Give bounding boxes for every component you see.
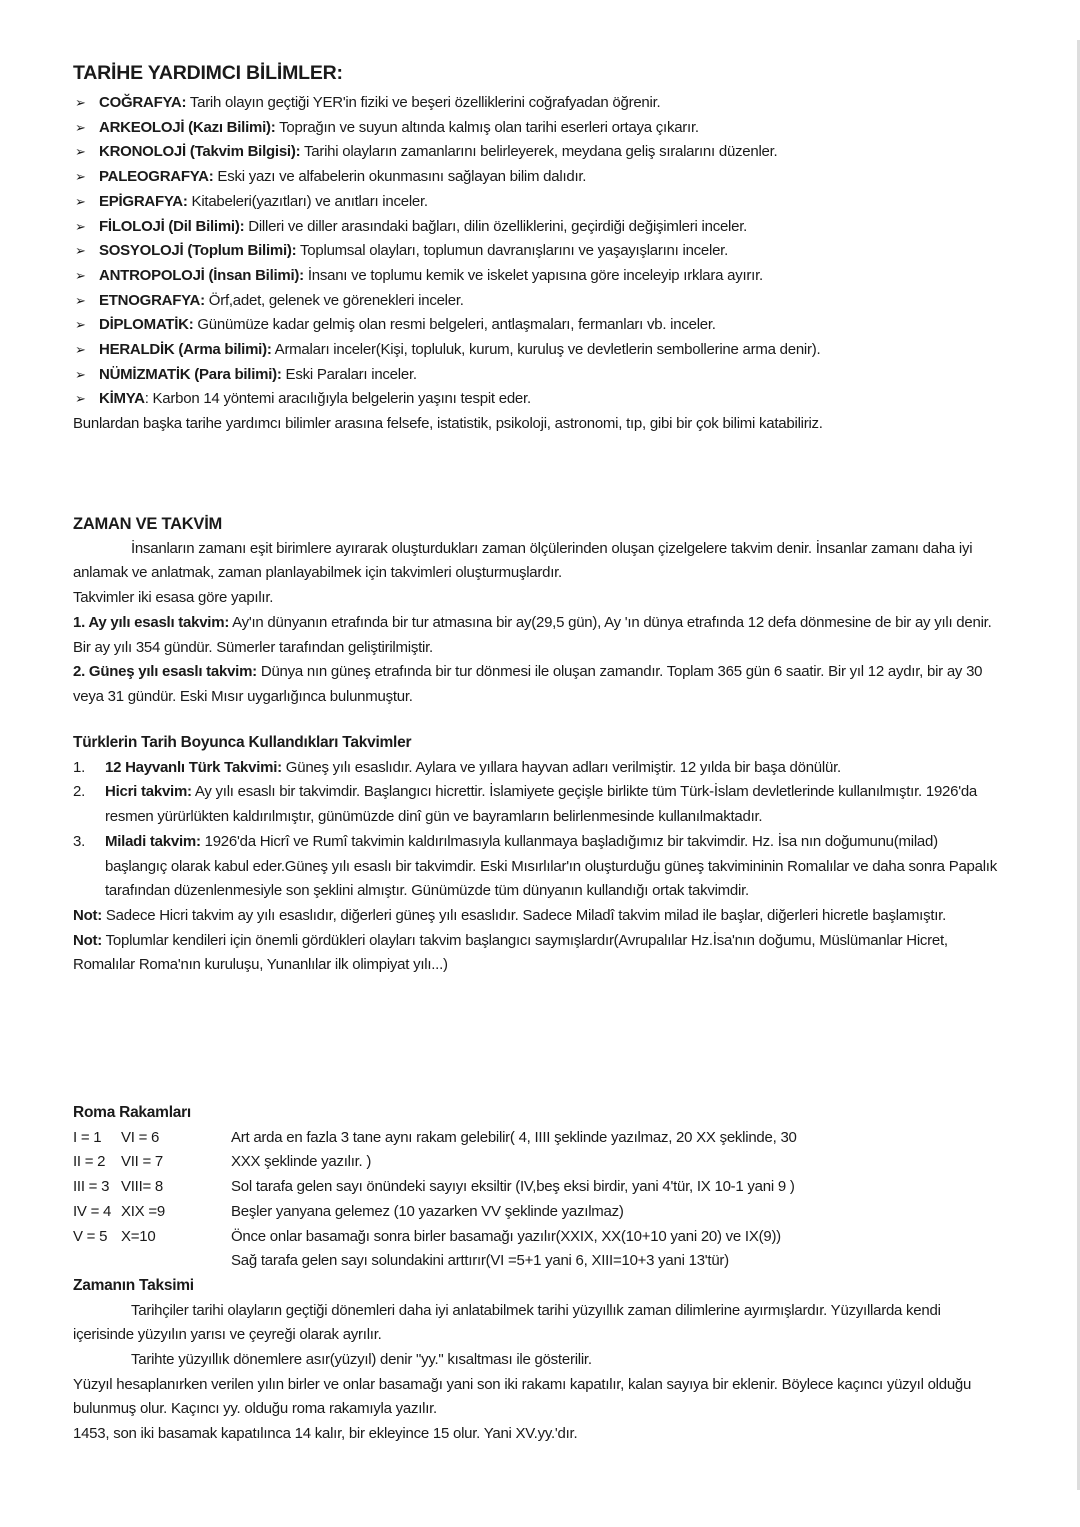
turk-section bbox=[73, 731, 1003, 978]
list-item: ➢ ARKEOLOJİ (Kazı Bilimi): Toprağın ve suyun altında kalmış olan tarihi eserleri ortaya çıkarır. bbox=[73, 116, 1003, 141]
section-heading: Roma Rakamları bbox=[73, 1104, 191, 1121]
roma-section bbox=[73, 1101, 1003, 1447]
list-item: ➢ KRONOLOJİ (Takvim Bilgisi): Tarihi olayların zamanlarını belirleyerek, meydana geliş sıralarını düzenler. bbox=[73, 140, 1003, 165]
arrow-bullet-icon: ➢ bbox=[75, 243, 86, 259]
note: Not: Toplumlar kendileri için önemli gördükleri olayları takvim başlangıcı saymışlardır(Avrupalılar Hz.İsa'nın doğumu, Müslümanlar Hicret, Romalılar Roma'nın kuruluşu, Yunanlılar ilk olimpiyat yılı...) bbox=[73, 931, 948, 974]
list-item: ➢ KİMYA: Karbon 14 yöntemi aracılığıyla belgelerin yaşını tespit eder. bbox=[73, 387, 1003, 412]
section-heading: ZAMAN VE TAKVİM bbox=[73, 515, 223, 533]
calendar-list bbox=[73, 756, 1003, 904]
list-item: ➢ FİLOLOJİ (Dil Bilimi): Dilleri ve diller arasındaki bağları, dilin özelliklerini, geçirdiği değişimleri inceler. bbox=[73, 215, 1003, 240]
list-item: 1. 12 Hayvanlı Türk Takvimi: Güneş yılı esaslıdır. Aylara ve yıllara hayvan adları verilmiştir. 12 yılda bir başa dönülür. bbox=[73, 758, 841, 776]
arrow-bullet-icon: ➢ bbox=[75, 391, 86, 407]
paragraph: İnsanların zamanı eşit birimlere ayırarak oluşturdukları zaman ölçülerinden oluşan çizelgelere takvim denir. İnsanlar zamanı daha iyi anlamak ve anlatmak, zaman planlayabilmek için takvimleri oluşturmuşlardır. bbox=[73, 539, 973, 582]
roman-numerals-table: I = 1 VI = 6 Art arda en fazla 3 tane aynı rakam gelebilir( 4, IIII şeklinde yazılmaz, 20 XX şeklinde, 30 II = 2 VII = 7 XXX şeklinde yazılır. ) III = 3 VIII= 8 Sol tarafa gelen sayı önündeki sayıyı eksiltir (IV,beş eksi birdir, yani 4'tür, IX 10-1 yani 9 ) IV = 4 XIX =9 Beşler yanyana gelemez (10 yazarken VV şeklinde yazılmaz) V = 5 X=10 Önce onlar basamağı sonra birler basamağı yazılır(XXIX, XX(10+10 yani 20) ve IX(9)) Sağ tarafa gelen sayı solundakini arttırır(VI =5+1 yani 6, XIII=10+3 yani 13'tür) bbox=[73, 1128, 797, 1270]
paragraph: Tarihte yüzyıllık dönemlere asır(yüzyıl) denir "yy." kısaltması ile gösterilir. bbox=[131, 1351, 592, 1369]
page-title: TARİHE YARDIMCI BİLİMLER: bbox=[73, 62, 343, 84]
paragraph: Takvimler iki esasa göre yapılır. bbox=[73, 589, 274, 607]
list-item: ➢ SOSYOLOJİ (Toplum Bilimi): Toplumsal olayları, toplumun davranışlarını ve yaşayışlarını inceler. bbox=[73, 239, 1003, 264]
sciences-section bbox=[73, 91, 1003, 437]
note: Not: Sadece Hicri takvim ay yılı esaslıdır, diğerleri güneş yılı esaslıdır. Sadece Miladî takvim milad ile başlar, diğerleri hicretle başlamıştır. bbox=[73, 906, 947, 924]
paragraph: Yüzyıl hesaplanırken verilen yılın birler ve onlar basamağı yani son iki rakamı kapatılır, kalan sayıya bir eklenir. Böylece kaçıncı yüzyıl olduğu bulunmuş olur. Kaçıncı yy. olduğu roma rakamıyla yazılır. bbox=[73, 1375, 972, 1418]
zaman-section bbox=[73, 512, 1003, 710]
arrow-bullet-icon: ➢ bbox=[75, 342, 86, 358]
paragraph: 1. Ay yılı esaslı takvim: Ay'ın dünyanın etrafında bir tur atmasına bir ay(29,5 gün), Ay 'ın dünya etrafında 12 defa dönmesine de bir ay yılı denir. Bir ay yılı 354 gündür. Sümerler tarafından geliştirilmiştir. bbox=[73, 613, 992, 656]
list-item: ➢ EPİGRAFYA: Kitabeleri(yazıtları) ve anıtları inceler. bbox=[73, 190, 1003, 215]
arrow-bullet-icon: ➢ bbox=[75, 317, 86, 333]
list-item: ➢ ETNOGRAFYA: Örf,adet, gelenek ve görenekleri inceler. bbox=[73, 289, 1003, 314]
arrow-bullet-icon: ➢ bbox=[75, 366, 86, 382]
arrow-bullet-icon: ➢ bbox=[75, 193, 86, 209]
list-item: 2. Hicri takvim: Ay yılı esaslı bir takvimdir. Başlangıcı hicrettir. İslamiyete geçişle birlikte tüm Türk-İslam devletlerinde kullanılmıştır. 1926'da resmen yürürlükten kaldırılmıştır, günümüzde dinî gün ve bayramların belirlenmesinde kullanılmaktadır. bbox=[73, 783, 978, 826]
arrow-bullet-icon: ➢ bbox=[75, 218, 86, 234]
sciences-note: Bunlardan başka tarihe yardımcı bilimler arasına felsefe, istatistik, psikoloji, astronomi, tıp, gibi bir çok bilimi katabiliriz. bbox=[73, 415, 823, 433]
paragraph: 1453, son iki basamak kapatılınca 14 kalır, bir ekleyince 15 olur. Yani XV.yy.'dır. bbox=[73, 1425, 578, 1443]
list-item: ➢ DİPLOMATİK: Günümüze kadar gelmiş olan resmi belgeleri, antlaşmaları, fermanları vb. inceler. bbox=[73, 313, 1003, 338]
list-item: ➢ NÜMİZMATİK (Para bilimi): Eski Paraları inceler. bbox=[73, 363, 1003, 388]
list-item: ➢ ANTROPOLOJİ (İnsan Bilimi): İnsanı ve toplumu kemik ve iskelet yapısına göre inceleyip ırklara ayırır. bbox=[73, 264, 1003, 289]
arrow-bullet-icon: ➢ bbox=[75, 95, 86, 110]
list-item: ➢ PALEOGRAFYA: Eski yazı ve alfabelerin okunmasını sağlayan bilim dalıdır. bbox=[73, 165, 1003, 190]
paragraph: Tarihçiler tarihi olayların geçtiği dönemleri daha iyi anlatabilmek tarihi yüzyıllık zaman dilimlerine ayırmışlardır. Yüzyıllarda kendi içerisinde yüzyılın yarısı ve çeyreği olarak ayrılır. bbox=[73, 1301, 941, 1344]
arrow-bullet-icon: ➢ bbox=[75, 169, 86, 185]
arrow-bullet-icon: ➢ bbox=[75, 292, 86, 308]
list-item: ➢ COĞRAFYA: Tarih olayın geçtiği YER'in fiziki ve beşeri özelliklerini coğrafyadan öğrenir. bbox=[73, 91, 1003, 116]
list-item: ➢ HERALDİK (Arma bilimi): Armaları inceler(Kişi, topluluk, kurum, kuruluş ve devletlerin sembollerine arma denir). bbox=[73, 338, 1003, 363]
list-item: 3. Miladi takvim: 1926'da Hicrî ve Rumî takvimin kaldırılmasıyla kullanmaya başladığımız bir takvimdir. Hz. İsa nın doğumunu(milad) başlangıç olarak kabul eder.Güneş yılı esaslı bir takvimdir. Eski Mısırlılar'ın oluşturduğu güneş takvimininin Romalılar ve daha sonra Papalık tarafından düzenlenmesiyle son şeklini almıştır. Günümüzde tüm dünyanın kullandığı ortak takvimdir. bbox=[73, 832, 997, 900]
arrow-bullet-icon: ➢ bbox=[75, 144, 86, 160]
sciences-list bbox=[73, 91, 1003, 412]
arrow-bullet-icon: ➢ bbox=[75, 267, 86, 283]
arrow-bullet-icon: ➢ bbox=[75, 119, 86, 135]
section-heading: Zamanın Taksimi bbox=[73, 1276, 194, 1294]
paragraph: 2. Güneş yılı esaslı takvim: Dünya nın güneş etrafında bir tur dönmesi ile oluşan zamandır. Toplam 365 gün 6 saatir. Bir yıl 12 aydır, bir ay 30 veya 31 gündür. Eski Mısır uygarlığınca bulunmuştur. bbox=[73, 663, 983, 705]
section-heading: Türklerin Tarih Boyunca Kullandıkları Takvimler bbox=[73, 734, 412, 751]
